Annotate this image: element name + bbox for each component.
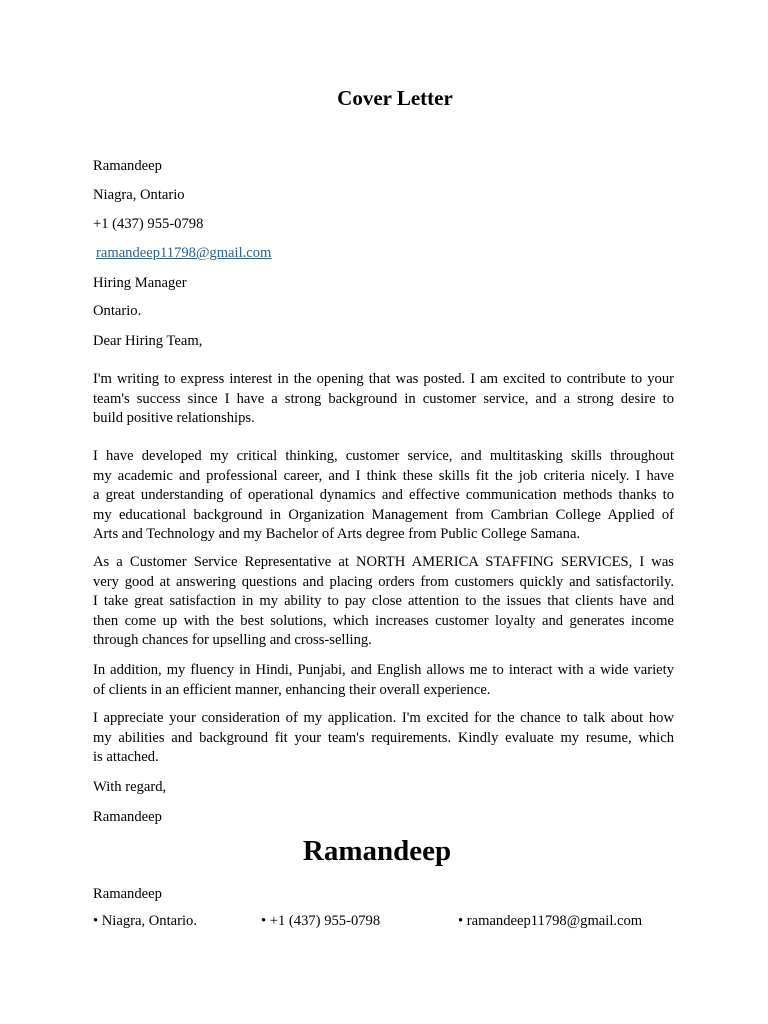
resume-contact-location: • Niagra, Ontario.: [93, 913, 197, 929]
recipient-title: Hiring Manager: [93, 275, 187, 291]
paragraph-5: [93, 709, 674, 768]
paragraph-line: In addition, my fluency in Hindi, Punjabi, and English allows me to interact with a wide variety: [93, 662, 674, 678]
resume-heading: Ramandeep: [302, 835, 452, 867]
sender-location: Niagra, Ontario: [93, 187, 185, 203]
resume-contact-phone: • +1 (437) 955-0798: [261, 913, 381, 929]
paragraph-line: my educational background in Organization Management from Cambrian College Applied of: [93, 506, 674, 523]
paragraph-line: team's success since I have a strong background in customer service, and a strong desire to: [93, 390, 674, 407]
signature: Ramandeep: [93, 809, 162, 825]
sender-email-link[interactable]: ramandeep11798@gmail.com: [96, 245, 272, 261]
sender-name: Ramandeep: [93, 158, 162, 174]
paragraph-line: then come up with the best solutions, which increases customer loyalty and generates income: [93, 612, 674, 629]
paragraph-line: a great understanding of operational dynamics and effective communication methods thanks to: [93, 487, 674, 504]
resume-contact-email: • ramandeep11798@gmail.com: [458, 913, 643, 929]
sender-phone: +1 (437) 955-0798: [93, 216, 204, 232]
paragraph-line: is attached.: [93, 749, 159, 766]
paragraph-4: [93, 661, 674, 700]
paragraph-line: my academic and professional career, and I think these skills fit the job criteria nicely. I have: [93, 467, 674, 484]
paragraph-3: [93, 553, 674, 651]
paragraph-line: I appreciate your consideration of my application. I'm excited for the chance to talk about how: [93, 710, 674, 726]
paragraph-2: [93, 447, 674, 545]
paragraph-line: I take great satisfaction in my ability to pay close attention to the issues that clients have and: [93, 593, 674, 610]
recipient-location: Ontario.: [93, 303, 142, 319]
salutation: Dear Hiring Team,: [93, 333, 203, 349]
resume-name-line: Ramandeep: [93, 886, 162, 902]
paragraph-line: Arts and Technology and my Bachelor of Arts degree from Public College Samana.: [93, 526, 581, 543]
paragraph-line: of clients in an efficient manner, enhancing their overall experience.: [93, 681, 491, 698]
paragraph-line: I'm writing to express interest in the opening that was posted. I am excited to contribute to your: [93, 371, 674, 387]
closing: With regard,: [93, 779, 167, 795]
paragraph-line: As a Customer Service Representative at NORTH AMERICA STAFFING SERVICES, I was: [93, 554, 674, 570]
paragraph-line: very good at answering questions and placing orders from customers quickly and satisfactorily.: [93, 573, 674, 590]
paragraph-line: I have developed my critical thinking, customer service, and multitasking skills throughout: [93, 448, 674, 464]
resume-contact-row: [93, 913, 693, 933]
paragraph-line: my abilities and background fit your team's requirements. Kindly evaluate my resume, which: [93, 729, 674, 746]
paragraph-line: build positive relationships.: [93, 410, 255, 427]
paragraph-1: [93, 370, 674, 429]
paragraph-line: through chances for upselling and cross-selling.: [93, 632, 372, 649]
page-title: Cover Letter: [337, 86, 453, 110]
